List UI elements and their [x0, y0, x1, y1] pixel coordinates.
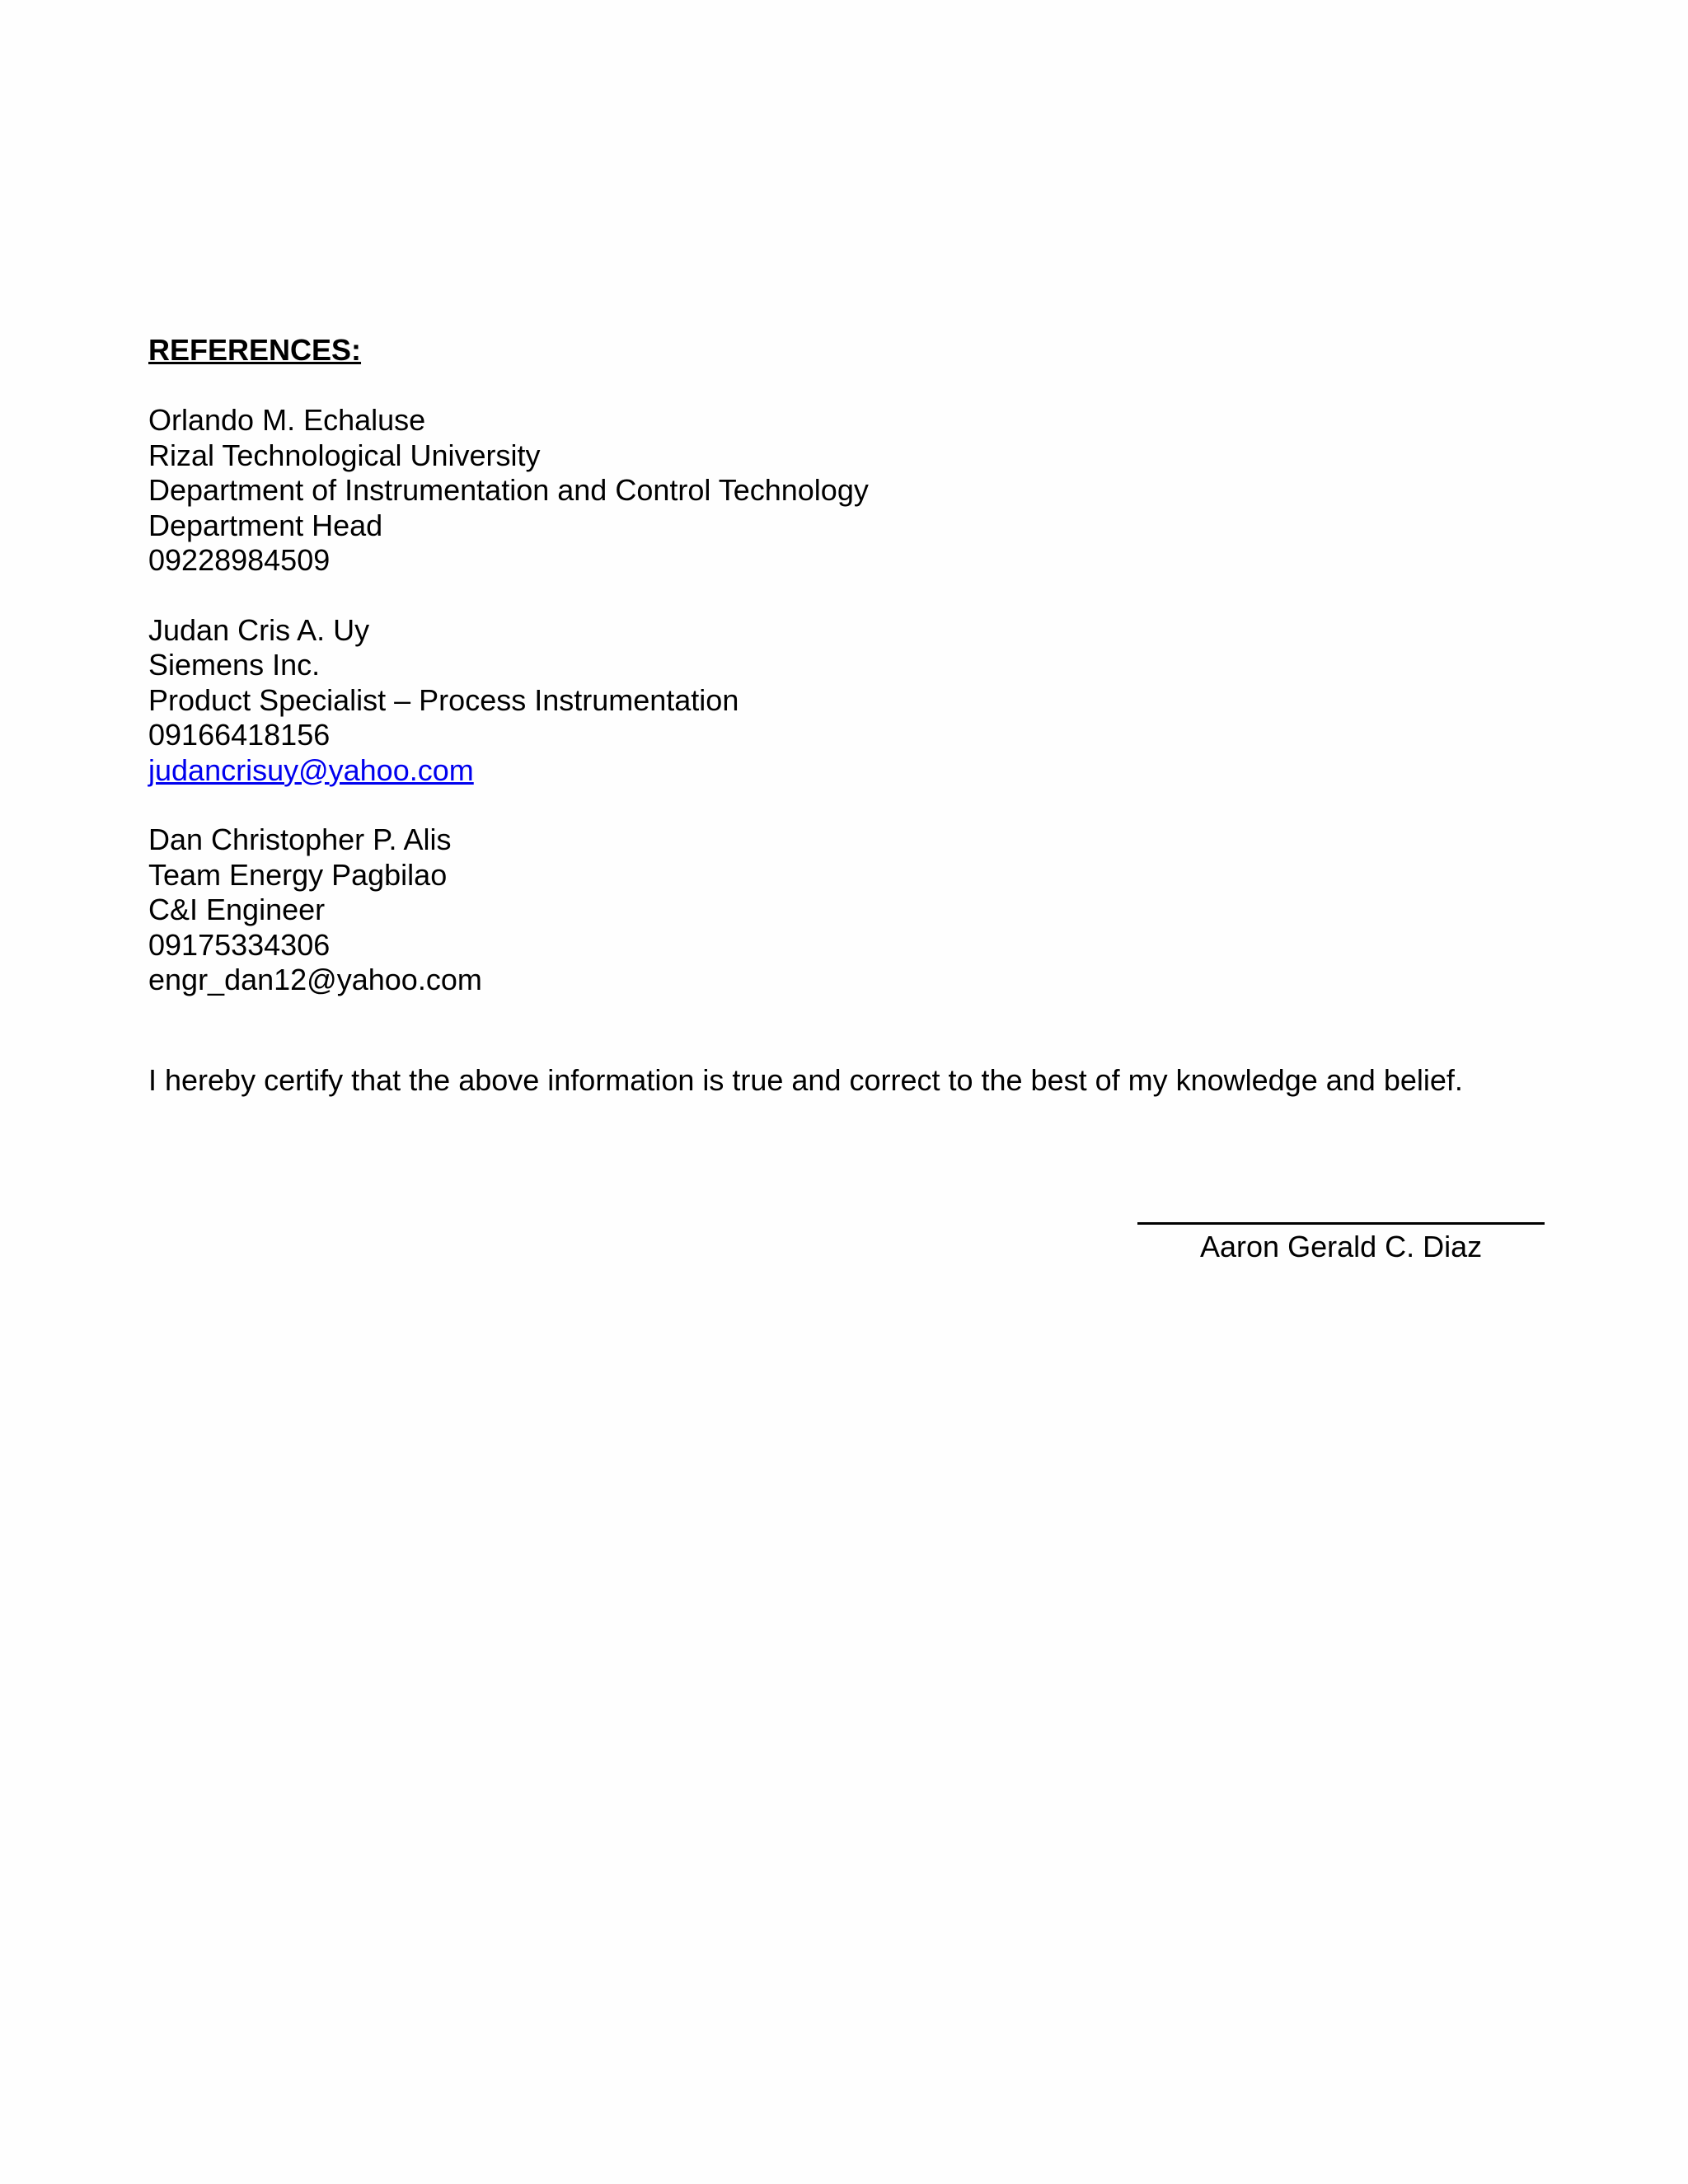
reference-position: Product Specialist – Process Instrumentation — [148, 682, 739, 717]
signature-line — [1137, 1222, 1545, 1225]
reference-email-line — [148, 753, 1550, 789]
reference-department: Department of Instrumentation and Control Technology — [148, 473, 869, 507]
reference-organization: Siemens Inc. — [148, 648, 321, 682]
reference-entry — [148, 403, 1550, 579]
reference-position: C&I Engineer — [148, 893, 326, 926]
reference-name: Orlando M. Echaluse — [148, 403, 426, 437]
reference-phone: 09166418156 — [148, 718, 331, 752]
reference-organization: Team Energy Pagbilao — [148, 857, 448, 892]
reference-phone: 09228984509 — [148, 543, 331, 577]
signatory-name: Aaron Gerald C. Diaz — [1200, 1230, 1483, 1263]
reference-position: Department Head — [148, 508, 383, 542]
reference-entry — [148, 823, 1550, 998]
references-heading: REFERENCES: — [148, 333, 362, 367]
references-section — [148, 333, 1550, 1033]
reference-organization: Rizal Technological University — [148, 438, 541, 472]
reference-phone: 09175334306 — [148, 927, 331, 962]
signature-block — [1137, 1203, 1545, 1264]
reference-email: engr_dan12@yahoo.com — [148, 963, 482, 996]
reference-entry — [148, 613, 1550, 789]
reference-name: Dan Christopher P. Alis — [148, 823, 452, 856]
reference-name: Judan Cris A. Uy — [148, 612, 370, 647]
reference-email-link[interactable]: judancrisuy@yahoo.com — [148, 752, 474, 787]
certification-statement: I hereby certify that the above information is true and correct to the best of my knowledge and belief. — [148, 1063, 1463, 1097]
